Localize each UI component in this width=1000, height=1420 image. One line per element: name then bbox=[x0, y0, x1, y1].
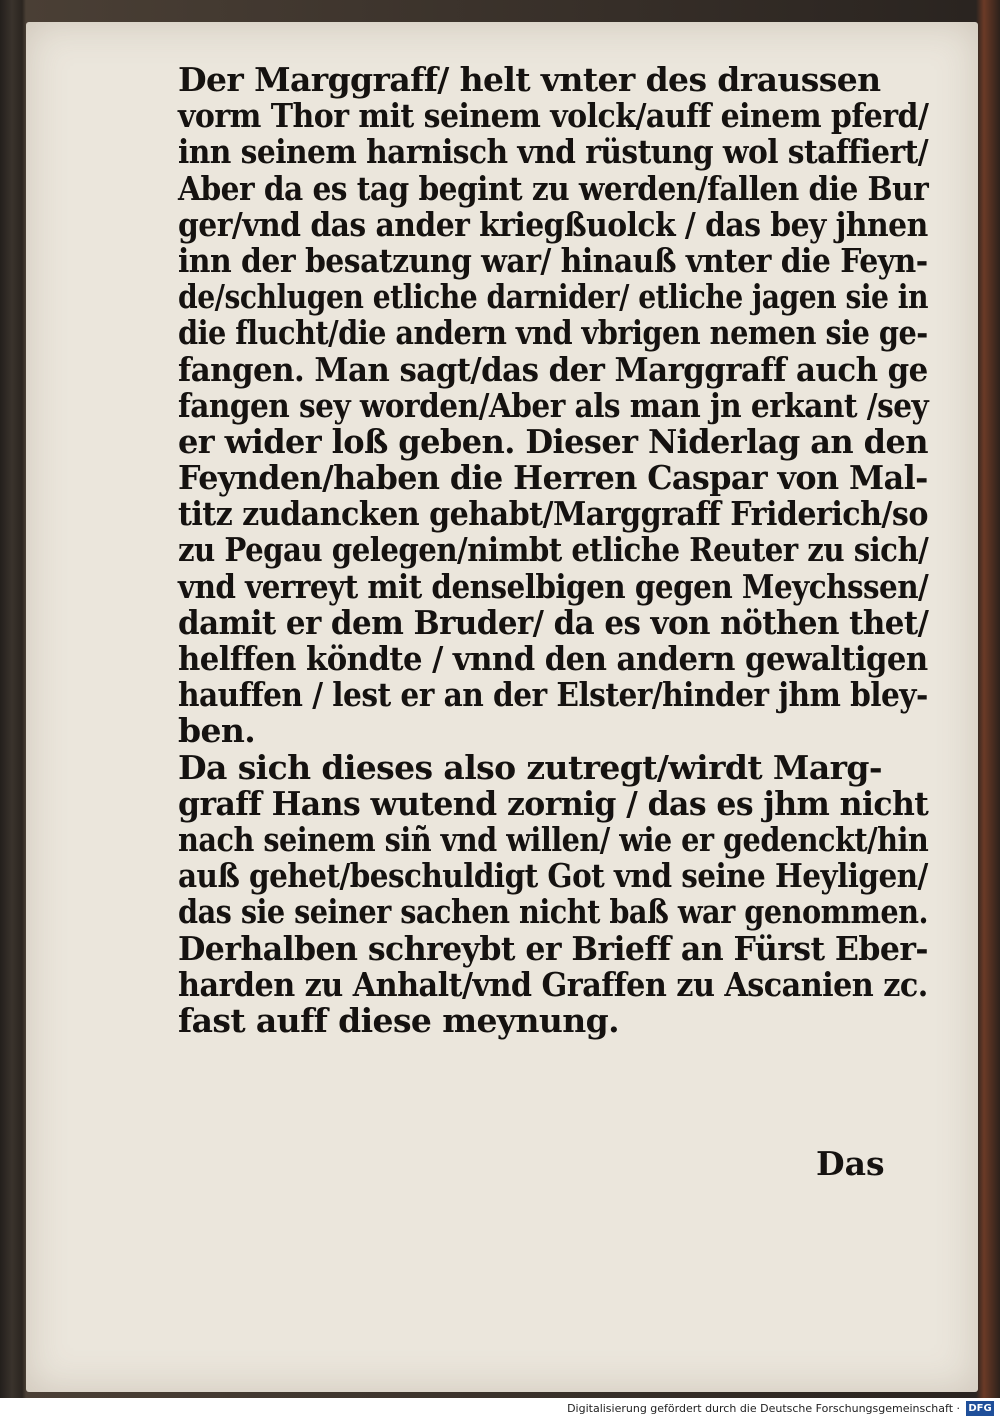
text-line: vnd verreyt mit denselbigen gegen Meychssen/ bbox=[178, 566, 929, 606]
text-line: Feynden/haben die Herren Caspar von Mal- bbox=[178, 458, 928, 498]
text-line: Aber da es tag begint zu werden/fallen die Bur bbox=[178, 168, 929, 208]
footer-bar bbox=[0, 1398, 1000, 1420]
text-line: er wider loß geben. Dieser Niderlag an den bbox=[178, 421, 928, 461]
text-line: graff Hans wutend zornig / das es jhm nicht bbox=[178, 783, 929, 823]
text-line: ger/vnd das ander kriegßuolck / das bey jhnen bbox=[178, 204, 928, 244]
text-line: vorm Thor mit seinem volck/auff einem pferd/ bbox=[178, 96, 929, 136]
text-line: die flucht/die andern vnd vbrigen nemen sie ge- bbox=[178, 313, 928, 353]
text-line: damit er dem Bruder/ da es von nöthen thet/ bbox=[178, 602, 929, 642]
text-line: nach seinem siñ vnd willen/ wie er gedenckt/hin bbox=[178, 819, 929, 859]
text-line: auß gehet/beschuldigt Got vnd seine Heyligen/ bbox=[178, 856, 928, 896]
text-line: fangen sey worden/Aber als man jn erkant /sey bbox=[178, 385, 929, 425]
text-line: Derhalben schreybt er Brieff an Fürst Eber- bbox=[178, 928, 928, 968]
footer-credit: Digitalisierung gefördert durch die Deutsche Forschungsgemeinschaft · bbox=[567, 1402, 960, 1415]
text-line: fangen. Man sagt/das der Marggraff auch ge bbox=[178, 349, 928, 389]
text-block bbox=[178, 62, 928, 1039]
text-line: das sie seiner sachen nicht baß war genommen. bbox=[178, 892, 929, 932]
text-line: harden zu Anhalt/vnd Graffen zu Ascanien zc. bbox=[178, 964, 928, 1004]
book-page bbox=[26, 22, 978, 1392]
text-line: zu Pegau gelegen/nimbt etliche Reuter zu sich/ bbox=[178, 530, 929, 570]
text-line: titz zudancken gehabt/Marggraff Friderich/so bbox=[178, 494, 928, 534]
catchword: Das bbox=[816, 1144, 885, 1183]
text-line: inn seinem harnisch vnd rüstung wol staffiert/ bbox=[178, 132, 929, 172]
text-line: Der Marggraff/ helt vnter des draussen bbox=[178, 60, 881, 99]
text-line: helffen köndte / vnnd den andern gewaltigen bbox=[178, 639, 928, 678]
text-line: ben. bbox=[178, 711, 256, 751]
text-line: Da sich dieses also zutregt/wirdt Marg- bbox=[178, 747, 882, 787]
text-line: inn der besatzung war/ hinauß vnter die Feyn- bbox=[178, 240, 928, 280]
text-line: fast auff diese meynung. bbox=[178, 1000, 620, 1040]
text-line: de/schlugen etliche darnider/ etliche jagen sie in bbox=[178, 277, 929, 317]
text-line: hauffen / lest er an der Elster/hinder jhm bley- bbox=[178, 675, 928, 715]
dfg-logo: DFG bbox=[966, 1401, 994, 1416]
